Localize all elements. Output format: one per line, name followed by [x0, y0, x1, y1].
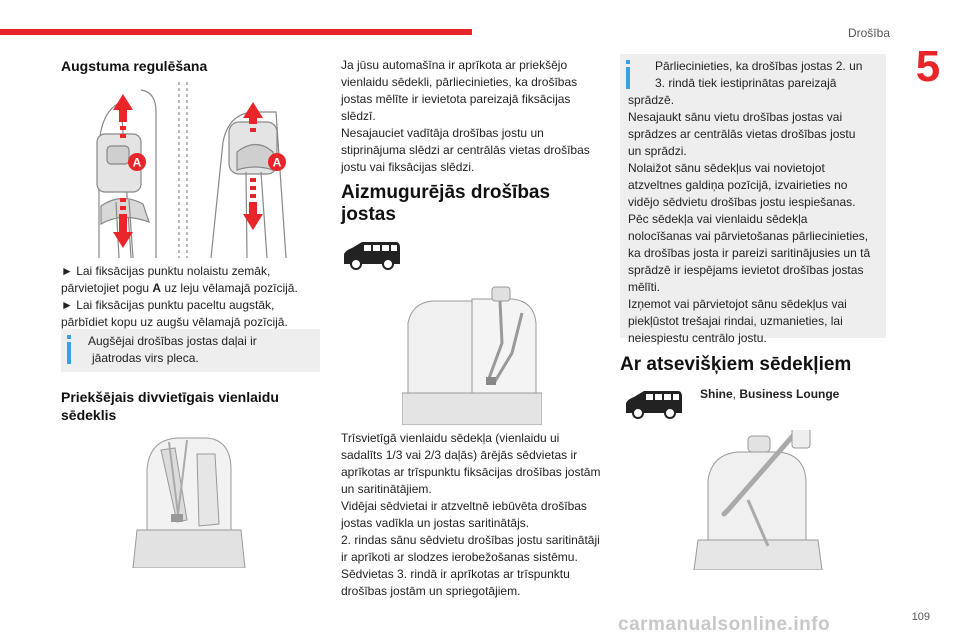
para2-line: Sēdvietas 3. rindā ir aprīkotas ar trīspunktu — [341, 567, 570, 581]
front-bench-paragraph — [341, 57, 611, 176]
para1-line: Ja jūsu automašīna ir aprīkota ar priekšējo — [341, 58, 568, 72]
para2-line: sadalīts 1/3 vai 2/3 daļās) ārējās sēdvietas ir — [341, 448, 578, 462]
bullet-raise-line1: ► Lai fiksācijas punktu paceltu augstāk, — [61, 298, 275, 312]
van-icon — [624, 389, 684, 419]
note-line: 3. rindā tiek iestiprinātas pareizajā — [655, 76, 837, 90]
chapter-number: 5 — [915, 42, 941, 91]
note-shoulder-line2: jāatrodas virs pleca. — [92, 351, 199, 365]
note-line: ka drošības josta ir pareizi saritinājusies un tā — [628, 246, 871, 260]
para1-line: Nesajauciet vadītāja drošības jostu un — [341, 126, 544, 140]
bullet-lower-line2: pārvietojiet pogu A uz leju vēlamajā pozīcijā. — [61, 281, 298, 295]
note-line: Nesajaukt sānu vietu drošības jostas vai — [628, 110, 843, 124]
para2-line: 2. rindas sānu sēdvietu drošības jostu saritinātāji — [341, 533, 600, 547]
note-line: Nolaižot sānu sēdekļus vai novietojot — [628, 161, 825, 175]
note-line: Izņemot vai pārvietojot sānu sēdekļus vai — [628, 297, 847, 311]
header-accent-bar — [0, 29, 472, 35]
callout-a-left-label: A — [132, 155, 142, 170]
heading-rear-seatbelts: Aizmugurējās drošības jostas — [341, 182, 551, 225]
version-label: Shine, Business Lounge — [700, 387, 840, 401]
note-line: neiespiestu centrālo jostu. — [628, 331, 767, 345]
note-line: nolocīšanas vai pārvietošanas pārliecinieties, — [628, 229, 869, 243]
note-line: piekļūstot trešajai rindai, uzmanieties, lai — [628, 314, 843, 328]
page-number: 109 — [911, 611, 930, 623]
para2-line: Trīsvietīgā vienlaidu sēdekļa (vienlaidu ui — [341, 431, 560, 445]
note-line: Pēc sēdekļa vai vienlaidu sēdekļa — [628, 212, 808, 226]
para2-line: drošības jostām un spriegotājiem. — [341, 584, 521, 598]
van-icon — [342, 240, 402, 270]
note-line: atzveltnes galdiņa pozīcijā, izvairieties no — [628, 178, 848, 192]
para2-line: aprīkotas ar trīspunktu fiksācijas drošības jostām — [341, 465, 601, 479]
info-icon — [65, 335, 73, 365]
section-title: Drošība — [847, 26, 890, 40]
rear-bench-illustration — [402, 283, 542, 425]
para1-line: jostu vai fiksācijas slēdzi. — [341, 160, 475, 174]
para2-line: un saritinātājiem. — [341, 482, 432, 496]
note-line: sprādzē. — [628, 93, 675, 107]
front-bench-illustration — [127, 430, 251, 568]
note-line: vidējo sēdvietu drošības jostu iespiešanas. — [628, 195, 856, 209]
para1-line: vienlaidu sēdekli, pārliecinieties, ka drošības — [341, 75, 578, 89]
bullet-lower-line1: ► Lai fiksācijas punktu nolaistu zemāk, — [61, 264, 271, 278]
para2-line: jostas vadīkla un jostas saritinātājs. — [341, 516, 530, 530]
heading-individual-seats: Ar atsevišķiem sēdekļiem — [620, 354, 852, 375]
rear-bench-paragraph — [341, 430, 613, 600]
individual-seat-illustration — [688, 430, 828, 570]
height-adjustment-instructions — [61, 263, 323, 331]
para1-line: stiprinājuma slēdzi ar centrālās vietas drošības — [341, 143, 590, 157]
note-line: mēlīti. — [628, 280, 661, 294]
para1-line: slēdzī. — [341, 109, 376, 123]
note-rear-buckles — [620, 54, 886, 345]
para1-line: jostas mēlīte ir ievietota pareizajā fiksācijas — [341, 92, 571, 106]
watermark: carmanualsonline.info — [618, 614, 831, 635]
para2-line: Vidējai sēdvietai ir atzveltnē iebūvēta drošības — [341, 499, 587, 513]
note-line: sprādzes ar centrālās vietas drošības jostu — [628, 127, 856, 141]
heading-front-bench: Priekšējais divvietīgais vienlaidu sēdeklis — [61, 389, 279, 423]
height-adjustment-illustration — [61, 82, 319, 258]
note-shoulder — [61, 329, 320, 372]
heading-height-adjustment: Augstuma regulēšana — [61, 58, 208, 74]
note-line: sprādzē ir iespējams ievietot drošības jostas — [628, 263, 864, 277]
callout-a-right-label: A — [272, 155, 282, 170]
note-line: Pārliecinieties, ka drošības jostas 2. un — [655, 59, 863, 73]
note-shoulder-line1: Augšējai drošības jostas daļai ir — [88, 334, 257, 348]
bullet-raise-line2: pārbīdiet kopu uz augšu vēlamajā pozīcijā. — [61, 315, 288, 329]
note-line: un sprādzi. — [628, 144, 687, 158]
para2-line: ir aprīkoti ar slodzes ierobežošanas sistēmu. — [341, 550, 578, 564]
